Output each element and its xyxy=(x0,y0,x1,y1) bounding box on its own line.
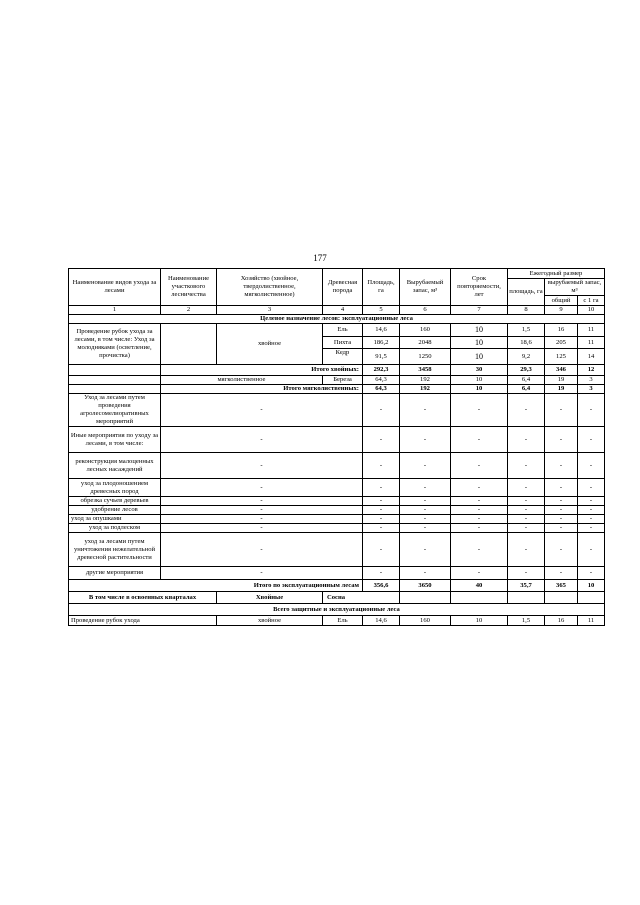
dash-cell: - xyxy=(363,533,400,567)
annual-area-cell: 6,4 xyxy=(508,376,545,385)
dash-cell: - xyxy=(578,506,605,515)
header-annual: Ежегодный размер xyxy=(508,269,605,279)
area-cell: 91,5 xyxy=(363,349,400,365)
section-title-row xyxy=(69,315,605,324)
period-cell: 40 xyxy=(451,580,508,592)
dash-cell: - xyxy=(400,427,451,453)
dash-cell: - xyxy=(451,567,508,580)
thinning-farm: хвойное xyxy=(217,324,323,365)
dash-cell: - xyxy=(508,515,545,524)
activity-label: Иные мероприятия по уходу за лесами, в том числе: xyxy=(69,427,161,453)
dash-cell: - xyxy=(508,394,545,427)
dash-cell: - xyxy=(508,427,545,453)
activity-label: другие мероприятия xyxy=(69,567,161,580)
species-cell: Пихта xyxy=(323,337,363,349)
empty-cell xyxy=(578,592,605,604)
period-cell: 10 xyxy=(451,349,508,365)
dash-cell: - xyxy=(545,533,578,567)
dash-cell: - xyxy=(451,427,508,453)
dash-cell: - xyxy=(578,497,605,506)
empty-cell xyxy=(400,592,451,604)
header-farm-type: Хозяйство (хвойное, твердолиственное, мягколиственное) xyxy=(217,269,323,306)
table-row xyxy=(69,592,605,604)
dash-cell: - xyxy=(161,524,363,533)
header-annual-stock: вырубаемый запас, м³ xyxy=(545,279,605,296)
dash-cell: - xyxy=(161,567,363,580)
dash-cell: - xyxy=(578,524,605,533)
empty-cell xyxy=(69,385,161,394)
annual-total-cell: 19 xyxy=(545,385,578,394)
dash-cell: - xyxy=(508,497,545,506)
header-stock: Вырубаемый запас, м³ xyxy=(400,269,451,306)
stock-cell: 3650 xyxy=(400,580,451,592)
dash-cell: - xyxy=(161,515,363,524)
dash-cell: - xyxy=(545,427,578,453)
activity-label: обрезка сучьев деревьев xyxy=(69,497,161,506)
dash-cell: - xyxy=(451,533,508,567)
final-label: Проведение рубок ухода xyxy=(69,616,217,626)
dash-cell: - xyxy=(451,497,508,506)
dash-cell: - xyxy=(400,533,451,567)
dash-cell: - xyxy=(578,427,605,453)
stock-cell: 1250 xyxy=(400,349,451,365)
dash-cell: - xyxy=(451,479,508,497)
column-number: 7 xyxy=(451,306,508,315)
annual-per-ha-cell: 3 xyxy=(578,385,605,394)
annual-area-cell: 35,7 xyxy=(508,580,545,592)
area-cell: 14,6 xyxy=(363,616,400,626)
stock-cell: 160 xyxy=(400,616,451,626)
dash-cell: - xyxy=(508,567,545,580)
column-number: 2 xyxy=(161,306,217,315)
dash-cell: - xyxy=(363,453,400,479)
dash-cell: - xyxy=(161,427,363,453)
total-conifer-label: Итого хвойных: xyxy=(161,365,363,376)
period-cell: 10 xyxy=(451,324,508,337)
area-cell: 64,3 xyxy=(363,385,400,394)
period-cell: 10 xyxy=(451,616,508,626)
annual-area-cell: 1,5 xyxy=(508,616,545,626)
header-annual-area: площадь, га xyxy=(508,279,545,306)
header-row xyxy=(69,269,605,279)
annual-per-ha-cell: 10 xyxy=(578,580,605,592)
dash-cell: - xyxy=(363,427,400,453)
total-row xyxy=(69,365,605,376)
table-row xyxy=(69,394,605,427)
table-row xyxy=(69,453,605,479)
column-number: 4 xyxy=(323,306,363,315)
column-number: 8 xyxy=(508,306,545,315)
species-cell: Береза xyxy=(323,376,363,385)
annual-total-cell: 16 xyxy=(545,616,578,626)
table-row xyxy=(69,616,605,626)
stock-cell: 192 xyxy=(400,385,451,394)
species-cell: Ель xyxy=(323,324,363,337)
activity-label: реконструкция малоценных лесных насаждений xyxy=(69,453,161,479)
dash-cell: - xyxy=(400,479,451,497)
period-cell: 10 xyxy=(451,376,508,385)
dash-cell: - xyxy=(545,567,578,580)
developed-farm: Хвойные xyxy=(217,592,323,604)
dash-cell: - xyxy=(363,479,400,497)
dash-cell: - xyxy=(400,394,451,427)
dash-cell: - xyxy=(508,524,545,533)
total-softwood-label: Итого мягколиственных: xyxy=(161,385,363,394)
annual-per-ha-cell: 11 xyxy=(578,324,605,337)
dash-cell: - xyxy=(545,479,578,497)
area-cell: 64,3 xyxy=(363,376,400,385)
dash-cell: - xyxy=(578,394,605,427)
total-row xyxy=(69,385,605,394)
dash-cell: - xyxy=(161,497,363,506)
header-annual-per-ha: с 1 га xyxy=(578,296,605,306)
species-cell: Кедр xyxy=(323,349,363,365)
table-row xyxy=(69,479,605,497)
total-row xyxy=(69,580,605,592)
dash-cell: - xyxy=(363,524,400,533)
stock-cell: 192 xyxy=(400,376,451,385)
dash-cell: - xyxy=(400,567,451,580)
annual-area-cell: 18,6 xyxy=(508,337,545,349)
header-annual-total: общий xyxy=(545,296,578,306)
annual-per-ha-cell: 3 xyxy=(578,376,605,385)
thinning-label: Проведение рубок ухода за лесами, в том числе: Уход за молодняками (осветление, прочистка) xyxy=(69,324,161,365)
column-number: 9 xyxy=(545,306,578,315)
annual-total-cell: 346 xyxy=(545,365,578,376)
dash-cell: - xyxy=(451,515,508,524)
header-species: Древесная порода xyxy=(323,269,363,306)
stock-cell: 2048 xyxy=(400,337,451,349)
annual-per-ha-cell: 11 xyxy=(578,337,605,349)
column-number-row xyxy=(69,306,605,315)
table-row xyxy=(69,506,605,515)
dash-cell: - xyxy=(578,479,605,497)
dash-cell: - xyxy=(161,453,363,479)
dash-cell: - xyxy=(508,479,545,497)
activity-label: уход за подлеском xyxy=(69,524,161,533)
activity-label: уход за лесами путем уничтожения нежелательной древесной растительности xyxy=(69,533,161,567)
period-cell: 30 xyxy=(451,365,508,376)
annual-per-ha-cell: 12 xyxy=(578,365,605,376)
dash-cell: - xyxy=(363,394,400,427)
dash-cell: - xyxy=(451,506,508,515)
period-cell: 10 xyxy=(451,337,508,349)
developed-species: Сосна xyxy=(323,592,400,604)
annual-area-cell: 9,2 xyxy=(508,349,545,365)
dash-cell: - xyxy=(578,515,605,524)
dash-cell: - xyxy=(508,506,545,515)
forest-care-table xyxy=(68,268,605,626)
total-exploitation-label: Итого по эксплуатационным лесам xyxy=(69,580,363,592)
annual-area-cell: 6,4 xyxy=(508,385,545,394)
stock-cell: 160 xyxy=(400,324,451,337)
table-row xyxy=(69,376,605,385)
empty-cell xyxy=(508,592,545,604)
page-number: 177 xyxy=(313,253,327,263)
annual-per-ha-cell: 14 xyxy=(578,349,605,365)
dash-cell: - xyxy=(508,533,545,567)
column-number: 3 xyxy=(217,306,323,315)
annual-total-cell: 16 xyxy=(545,324,578,337)
activity-label: удобрение лесов xyxy=(69,506,161,515)
dash-cell: - xyxy=(545,506,578,515)
dash-cell: - xyxy=(400,497,451,506)
dash-cell: - xyxy=(578,453,605,479)
dash-cell: - xyxy=(363,497,400,506)
section-title: Целевое назначение лесов: эксплуатационные леса xyxy=(69,315,605,324)
header-care-type: Наименование видов ухода за лесами xyxy=(69,269,161,306)
dash-cell: - xyxy=(161,479,363,497)
header-period: Срок повторяемости, лет xyxy=(451,269,508,306)
table-row xyxy=(69,427,605,453)
dash-cell: - xyxy=(400,524,451,533)
dash-cell: - xyxy=(451,453,508,479)
table-row xyxy=(69,533,605,567)
dash-cell: - xyxy=(161,506,363,515)
period-cell: 10 xyxy=(451,385,508,394)
dash-cell: - xyxy=(161,533,363,567)
dash-cell: - xyxy=(363,506,400,515)
annual-total-cell: 125 xyxy=(545,349,578,365)
dash-cell: - xyxy=(578,533,605,567)
stock-cell: 3458 xyxy=(400,365,451,376)
dash-cell: - xyxy=(545,394,578,427)
thinning-district xyxy=(161,324,217,365)
empty-cell xyxy=(69,365,161,376)
activity-label: уход за опушками xyxy=(69,515,161,524)
column-number: 6 xyxy=(400,306,451,315)
column-number: 10 xyxy=(578,306,605,315)
dash-cell: - xyxy=(545,453,578,479)
annual-area-cell: 1,5 xyxy=(508,324,545,337)
annual-total-cell: 365 xyxy=(545,580,578,592)
table-row xyxy=(69,567,605,580)
annual-per-ha-cell: 11 xyxy=(578,616,605,626)
dash-cell: - xyxy=(451,524,508,533)
dash-cell: - xyxy=(545,515,578,524)
activity-label: уход за плодоношением древесных пород xyxy=(69,479,161,497)
empty-cell xyxy=(545,592,578,604)
area-cell: 292,3 xyxy=(363,365,400,376)
dash-cell: - xyxy=(545,524,578,533)
dash-cell: - xyxy=(400,515,451,524)
developed-label: В том числе в освоенных кварталах xyxy=(69,592,217,604)
activity-label: Уход за лесами путем проведения агролесомелиоративных мероприятий xyxy=(69,394,161,427)
empty-cell xyxy=(69,376,161,385)
softwood-farm: мягколиственное xyxy=(161,376,323,385)
final-farm: хвойное xyxy=(217,616,323,626)
header-area: Площадь, га xyxy=(363,269,400,306)
header-district: Наименование участкового лесничества xyxy=(161,269,217,306)
empty-cell xyxy=(451,592,508,604)
dash-cell: - xyxy=(363,567,400,580)
area-cell: 356,6 xyxy=(363,580,400,592)
column-number: 5 xyxy=(363,306,400,315)
section-title-row xyxy=(69,604,605,616)
column-number: 1 xyxy=(69,306,161,315)
dash-cell: - xyxy=(400,506,451,515)
table-row xyxy=(69,515,605,524)
annual-total-cell: 205 xyxy=(545,337,578,349)
species-cell: Ель xyxy=(323,616,363,626)
dash-cell: - xyxy=(545,497,578,506)
dash-cell: - xyxy=(578,567,605,580)
dash-cell: - xyxy=(400,453,451,479)
area-cell: 14,6 xyxy=(363,324,400,337)
table-row xyxy=(69,324,605,337)
area-cell: 186,2 xyxy=(363,337,400,349)
dash-cell: - xyxy=(451,394,508,427)
annual-total-cell: 19 xyxy=(545,376,578,385)
table-row xyxy=(69,497,605,506)
dash-cell: - xyxy=(508,453,545,479)
table-row xyxy=(69,524,605,533)
dash-cell: - xyxy=(363,515,400,524)
annual-area-cell: 29,3 xyxy=(508,365,545,376)
section-title: Всего защитные и эксплуатационные леса xyxy=(69,604,605,616)
dash-cell: - xyxy=(161,394,363,427)
